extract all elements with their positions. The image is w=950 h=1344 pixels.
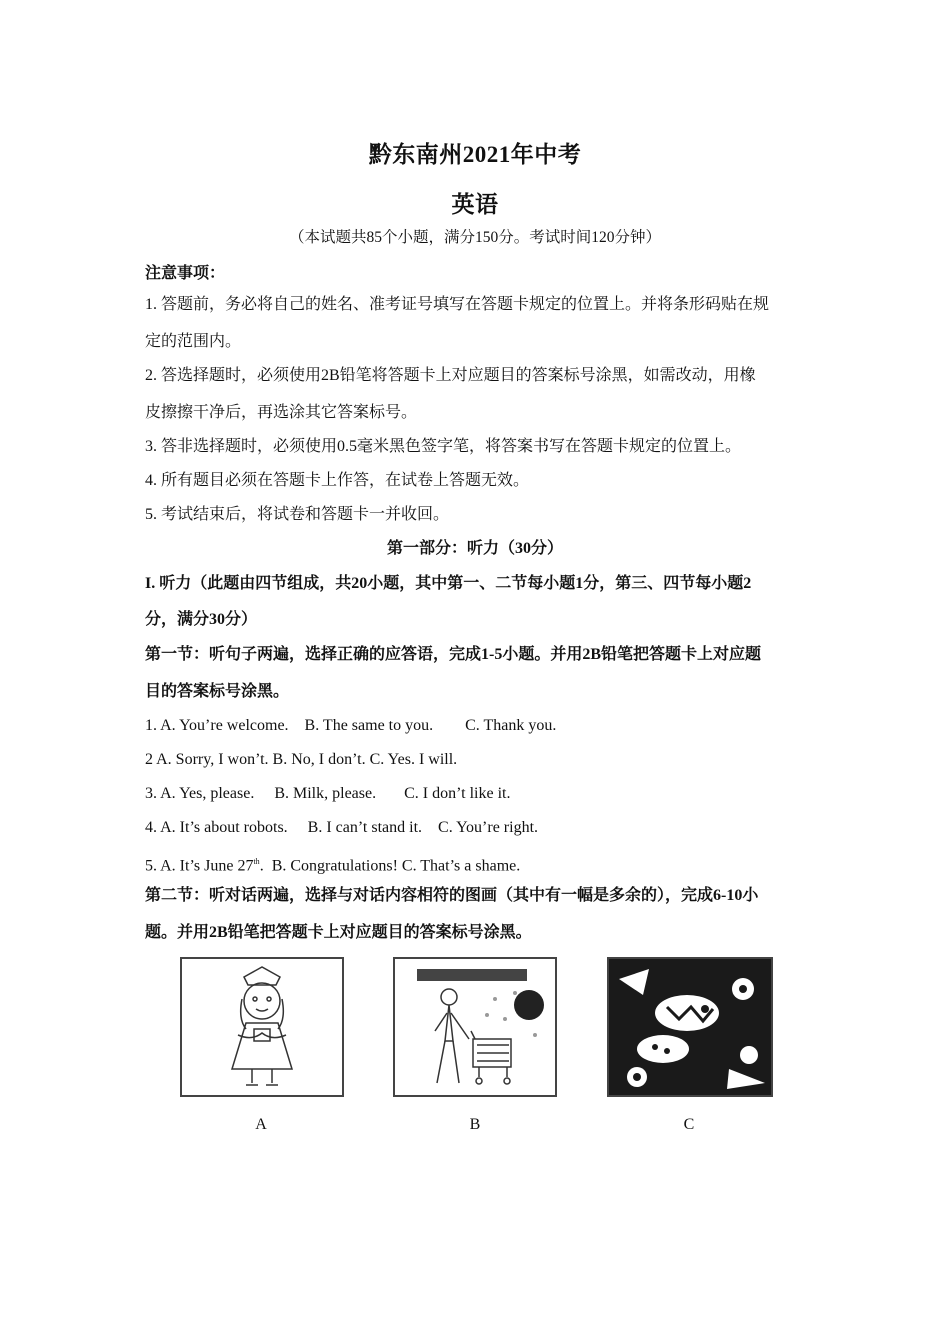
question-2: 2 A. Sorry, I won’t. B. No, I don’t. C. Yes. I will.	[145, 751, 458, 768]
subject-title: 英语	[451, 192, 499, 217]
listening-intro: 分，满分30分）	[145, 611, 258, 628]
question-5	[145, 852, 810, 876]
note-line: 4. 所有题目必须在答题卡上作答，在试卷上答题无效。	[145, 472, 530, 489]
picture-b-label: B	[469, 1116, 481, 1133]
question-5-superscript: th	[253, 857, 260, 866]
section2-instructions: 题。并用2B铅笔把答题卡上对应题目的答案标号涂黑。	[145, 924, 532, 941]
question-4: 4. A. It’s about robots. B. I can’t stand it. C. You’re right.	[145, 819, 539, 836]
section2-instructions: 第二节：听对话两遍，选择与对话内容相符的图画（其中有一幅是多余的），完成6-10小	[145, 887, 759, 904]
note-line: 皮擦擦干净后，再选涂其它答案标号。	[145, 404, 418, 421]
listening-intro: I. 听力（此题由四节组成，共20小题，其中第一、二节每小题1分，第三、四节每小题2	[145, 575, 752, 592]
picture-b	[393, 957, 557, 1097]
section1-instructions: 第一节：听句子两遍，选择正确的应答语，完成1-5小题。并用2B铅笔把答题卡上对应题	[145, 646, 762, 663]
question-5-part: . B. Congratulations! C. That’s a shame.	[259, 857, 521, 875]
picture-a-label: A	[255, 1116, 267, 1133]
nurse-illustration-icon	[182, 959, 342, 1095]
question-3: 3. A. Yes, please. B. Milk, please. C. I don’t like it.	[145, 785, 511, 802]
picture-c-label: C	[683, 1116, 695, 1133]
picture-a	[180, 957, 344, 1097]
section1-instructions: 目的答案标号涂黑。	[145, 683, 290, 700]
paper-cut-bird-illustration-icon	[609, 959, 771, 1095]
note-line: 3. 答非选择题时，必须使用0.5毫米黑色签字笔，将答案书写在答题卡规定的位置上。	[145, 438, 742, 455]
question-1: 1. A. You’re welcome. B. The same to you. C. Thank you.	[145, 717, 557, 734]
exam-title: 黔东南州2021年中考	[368, 142, 582, 167]
notes-heading: 注意事项：	[145, 265, 226, 282]
shopping-illustration-icon	[395, 959, 555, 1095]
note-line: 2. 答选择题时，必须使用2B铅笔将答题卡上对应题目的答案标号涂黑，如需改动，用橡	[145, 367, 756, 384]
question-5-part: 5. A. It’s June 27	[145, 857, 254, 875]
picture-c	[607, 957, 773, 1097]
note-line: 5. 考试结束后，将试卷和答题卡一并收回。	[145, 506, 450, 523]
exam-info: （本试题共85个小题，满分150分。考试时间120分钟）	[288, 229, 661, 246]
note-line: 1. 答题前，务必将自己的姓名、准考证号填写在答题卡规定的位置上。并将条形码贴在规	[145, 296, 770, 313]
part1-title: 第一部分：听力（30分）	[386, 540, 563, 557]
note-line: 定的范围内。	[145, 333, 242, 350]
